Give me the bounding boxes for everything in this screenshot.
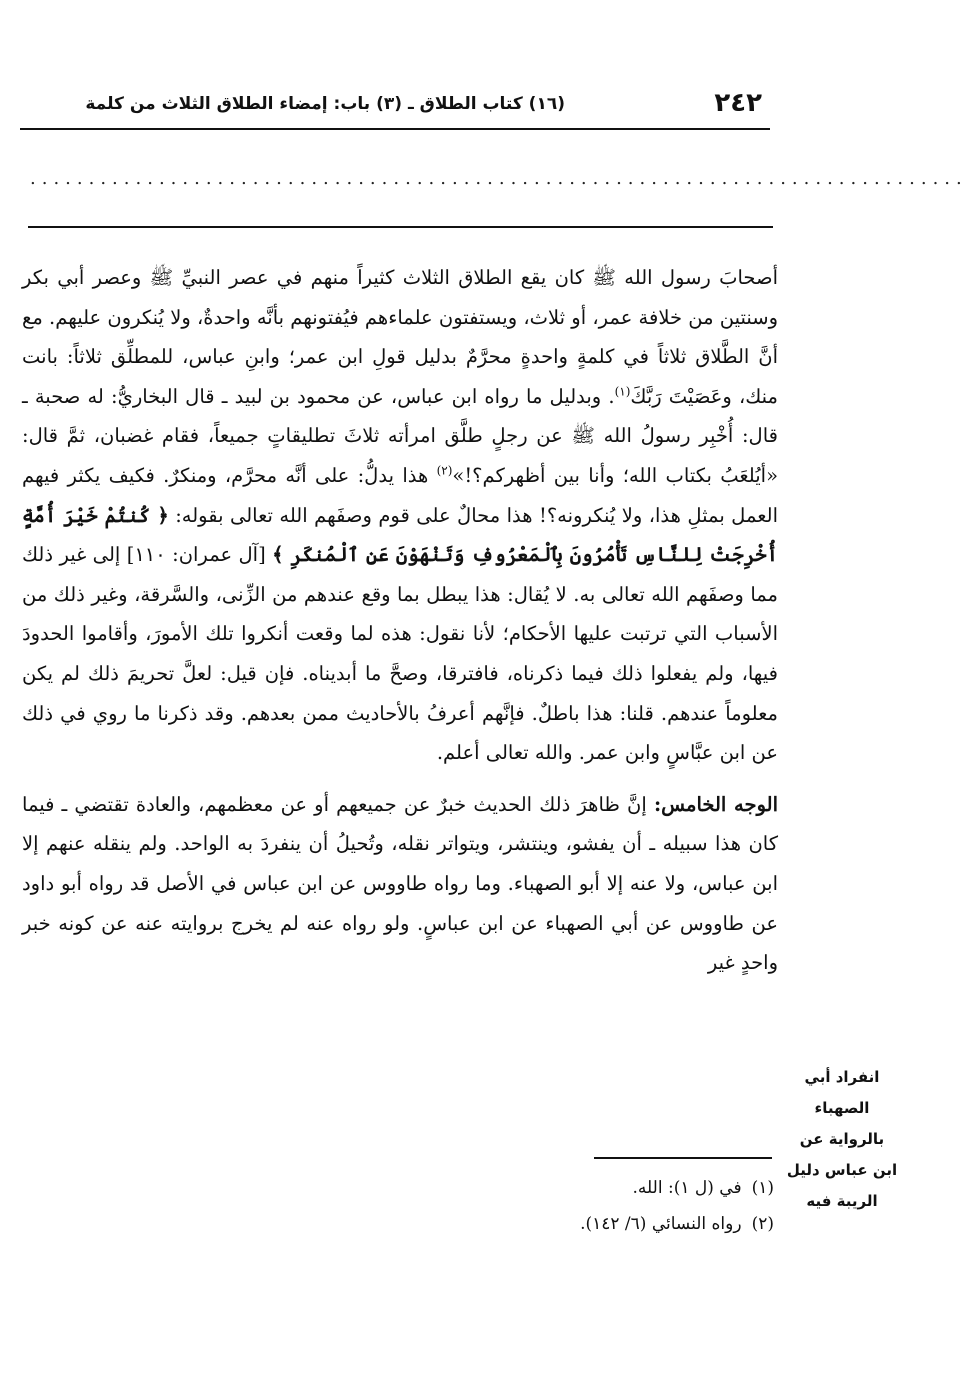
paragraph-1 [22, 258, 778, 773]
paragraph-2-lead: الوجه الخامس: [653, 792, 778, 816]
paragraph-1-part-c: هذا يدلُّ: على أنَّه محرَّم، ومنكرٌ. فكيف يكثر فيهم العمل بمثلِ هذا، ولا يُنكرونه؟! هذا محالٌ على قوم وصفَهم الله تعالى بقوله: [22, 463, 778, 527]
footnote-1 [22, 1170, 774, 1206]
footnote-text: رواه النسائي (٦/ ١٤٢). [580, 1214, 742, 1234]
page-number: ٢٤٢ [714, 88, 762, 118]
paragraph-1-part-a: أصحابَ رسول الله ﷺ كان يقع الطلاق الثلاث كثيراً منهم في عصر النبيِّ ﷺ وعصر أبي بكر وسنتين من خلافة عمر، أو ثلاث، ويستفتون علماءهم فيُفتونهم بأنَّه واحدةٌ، ولا يُنكرون عليهم. مع أنَّ الطَّلاق ثلاثاً في كلمةٍ واحدةٍ محرَّمٌ بدليل قولِ ابن عمر؛ وابنِ عباس، للمطلِّق ثلاثاً: بانت منك، وعَصَيْتَ رَبَّكَ [22, 266, 778, 408]
footnote-number: (١) [751, 1178, 774, 1198]
margin-note: انفراد أبي الصهباء بالرواية عن ابن عباس دليل الريبة فيه [786, 1068, 898, 1210]
omission-dots: ................................................................................ [30, 168, 968, 189]
footnote-text: في (ل ١): الله. [632, 1178, 742, 1198]
footnote-2 [22, 1206, 774, 1242]
quran-verse: ﴿ كُنتُمْ خَيْرَ أُمَّةٍ أُخْرِجَتْ لِلنَّاسِ تَأْمُرُونَ بِٱلْمَعْرُوفِ وَتَنْهَوْنَ عَنِ ٱلْمُنكَرِ ﴾ [22, 503, 779, 567]
footnote-number: (٢) [751, 1214, 774, 1234]
footnotes [22, 1170, 774, 1242]
footnote-rule [594, 1157, 772, 1159]
section-divider [28, 226, 773, 228]
running-title: (١٦) كتاب الطلاق ـ (٣) باب: إمضاء الطلاق الثلاث من كلمة [85, 94, 565, 114]
footnote-ref-2[interactable]: (٢) [436, 463, 453, 478]
paragraph-1-part-b: . وبدليل ما رواه ابن عباس، عن محمود بن لبيد ـ قال البخاريُّ: له صحبة ـ قال: أُخْبِر رسولُ الله ﷺ عن رجلٍ طلَّق امرأته ثلاثَ تطليقاتٍ جميعاً، فقام غضبان، ثمَّ قال: «أيُلعَبُ بكتاب الله؛ وأنا بين أظهركم؟!» [22, 384, 779, 487]
main-text [22, 258, 778, 983]
paragraph-2 [22, 785, 778, 983]
page-header [20, 88, 770, 130]
paragraph-1-part-d: [آل عمران: ١١٠] إلى غير ذلك مما وصفَهم الله تعالى به. لا يُقال: هذا يبطل بما وقع عندهم من الزِّنى، والسَّرقة، وغير ذلك من الأسباب التي ترتبت عليها الأحكام؛ لأنا نقول: هذه لما وقعت أنكروا تلك الأمورَ، وأقاموا الحدودَ فيها، ولم يفعلوا ذلك فيما ذكرناه، فافترقا، وصحَّ ما أبديناه. فإن قيل: لعلَّ تحريمَ ذلك لم يكن معلوماً عندهم. قلنا: هذا باطلٌ. فإنَّهم أعرفُ بالأحاديث ممن بعدهم. وقد ذكرنا ما روي في ذلك عن ابن عبَّاسٍ وابن عمر. والله تعالى أعلم. [22, 543, 778, 765]
footnote-ref-1[interactable]: (١) [614, 384, 631, 399]
paragraph-2-text: إنَّ ظاهرَ ذلك الحديث خبرٌ عن جميعهم أو عن معظمهم، والعادة تقتضي ـ فيما كان هذا سبيله ـ أن يفشو، وينتشر، ويتواتر نقله، وتُحيلُ أن ينفردَ به الواحد. ولم ينقله عنهم إلا ابن عباس، ولا عنه إلا أبو الصهباء. وما رواه طاووس عن ابن عباس في الأصل قد رواه أبو داود عن طاووس عن أبي الصهباء عن ابن عباسٍ. ولو رواه عنه لم يخرج بروايته عنه عن كونه خبر واحدٍ غير [22, 792, 778, 975]
